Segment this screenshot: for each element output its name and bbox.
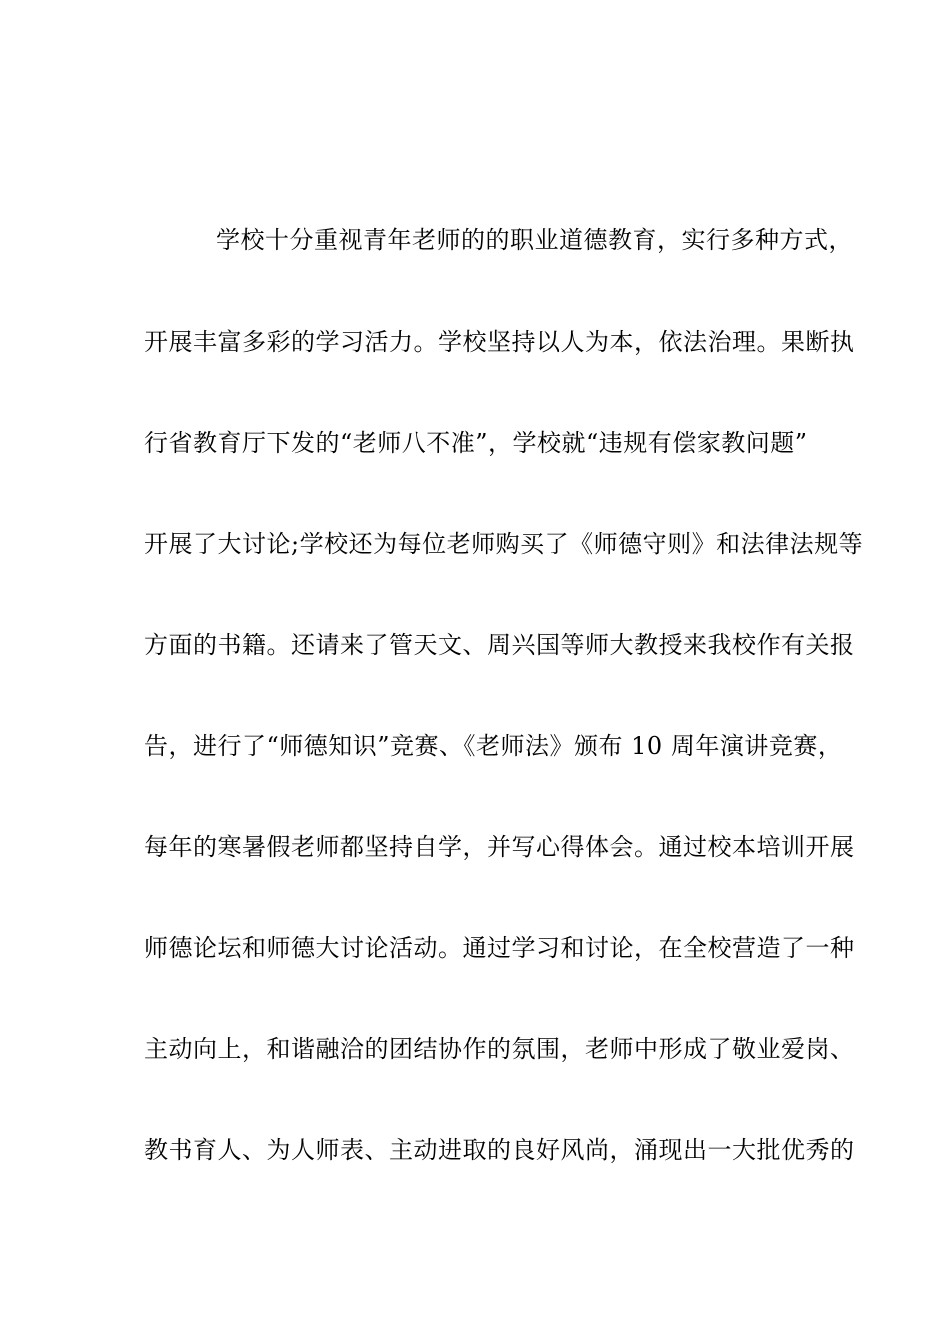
paragraph-line-1: 学校十分重视青年老师的的职业道德教育，实行多种方式， xyxy=(216,226,853,254)
paragraph-line-9: 主动向上，和谐融洽的团结协作的氛围，老师中形成了敬业爱岗、 xyxy=(144,1035,855,1063)
paragraph-line-7: 每年的寒暑假老师都坚持自学，并写心得体会。通过校本培训开展 xyxy=(144,833,855,861)
paragraph-line-2: 开展丰富多彩的学习活力。学校坚持以人为本，依法治理。果断执 xyxy=(144,328,855,356)
paragraph-line-5: 方面的书籍。还请来了管天文、周兴国等师大教授来我校作有关报 xyxy=(144,631,855,659)
paragraph-line-3: 行省教育厅下发的“老师八不准”，学校就“违规有偿家教问题” xyxy=(144,429,808,457)
paragraph-line-6: 告，进行了“师德知识”竞赛、《老师法》颁布 10 周年演讲竞赛， xyxy=(144,732,843,760)
paragraph-line-4: 开展了大讨论;学校还为每位老师购买了《师德守则》和法律法规等 xyxy=(144,530,864,558)
paragraph-line-8: 师德论坛和师德大讨论活动。通过学习和讨论，在全校营造了一种 xyxy=(144,934,855,962)
paragraph-line-10: 教书育人、为人师表、主动进取的良好风尚，涌现出一大批优秀的 xyxy=(144,1136,855,1164)
